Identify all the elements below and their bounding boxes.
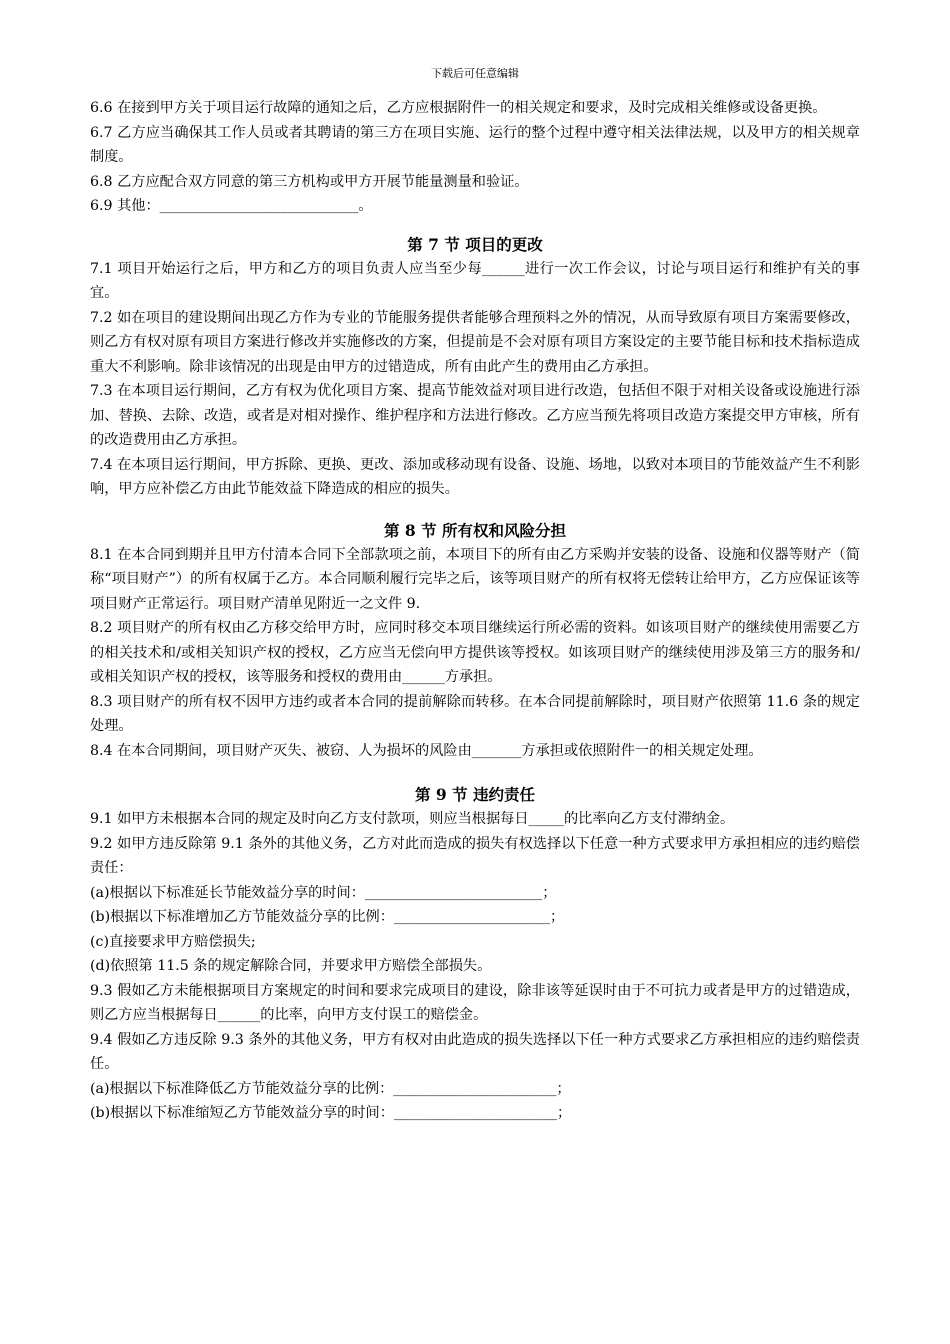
clause-8-3: 8.3 项目财产的所有权不因甲方违约或者本合同的提前解除而转移。在本合同提前解除时，项目财产依照第 11.6 条的规定处理。	[90, 693, 860, 734]
clause-9-3: 9.3 假如乙方未能根据项目方案规定的时间和要求完成项目的建设，除非该等延误时由于不可抗力或者是甲方的过错造成，则乙方应当根据每日______的比率，向甲方支付误工的赔偿金。	[90, 982, 860, 1023]
document-body	[90, 96, 860, 1126]
clause-9-4: 9.4 假如乙方违反除 9.3 条外的其他义务，甲方有权对由此造成的损失选择以下任一种方式要求乙方承担相应的违约赔偿责任。	[90, 1031, 860, 1072]
clause-9-2-a: (a)根据以下标准延长节能效益分享的时间：_________________________；	[90, 884, 557, 901]
section-9-title: 第 9 节 违约责任	[415, 785, 535, 804]
clause-9-4-b: (b)根据以下标准缩短乙方节能效益分享的时间：_______________________；	[90, 1105, 572, 1121]
clause-8-4: 8.4 在本合同期间，项目财产灭失、被窃、人为损坏的风险由_______方承担或依照附件一的相关规定处理。	[90, 742, 763, 759]
clause-8-2: 8.2 项目财产的所有权由乙方移交给甲方时，应同时移交本项目继续运行所必需的资料。如该项目财产的继续使用需要乙方的相关技术和/或相关知识产权的授权，乙方应当无偿向甲方提供该等授权。如该项目财产的继续使用涉及第三方的服务和/或相关知识产权的授权，该等服务和授权的费用由______方承担。	[90, 620, 860, 685]
clause-7-3: 7.3 在本项目运行期间，乙方有权为优化项目方案、提高节能效益对项目进行改造，包括但不限于对相关设备或设施进行添加、替换、去除、改造，或者是对相对操作、维护程序和方法进行修改。乙方应当预先将项目改造方案提交甲方审核，所有的改造费用由乙方承担。	[90, 383, 860, 448]
clause-6-9: 6.9 其他：____________________________。	[90, 198, 373, 214]
clause-9-2: 9.2 如甲方违反除第 9.1 条外的其他义务，乙方对此而造成的损失有权选择以下任意一种方式要求甲方承担相应的违约赔偿责任：	[90, 835, 860, 876]
clause-8-1: 8.1 在本合同到期并且甲方付清本合同下全部款项之前，本项目下的所有由乙方采购并安装的设备、设施和仪器等财产（简称“项目财产”）的所有权属于乙方。本合同顺利履行完毕之后，该等项目财产的所有权将无偿转让给甲方，乙方应保证该等项目财产正常运行。项目财产清单见附近一之文件 9.	[90, 546, 860, 612]
clause-9-2-d: (d)依照第 11.5 条的规定解除合同，并要求甲方赔偿全部损失。	[90, 958, 492, 974]
clause-9-4-a: (a)根据以下标准降低乙方节能效益分享的比例：_______________________；	[90, 1080, 571, 1097]
clause-7-2: 7.2 如在项目的建设期间出现乙方作为专业的节能服务提供者能够合理预料之外的情况，从而导致原有项目方案需要修改，则乙方有权对原有项目方案进行修改并实施修改的方案，但提前是不会对原有项目方案设定的主要节能目标和技术指标造成重大不利影响。除非该情况的出现是由甲方的过错造成，所有由此产生的费用由乙方承担。	[90, 309, 860, 375]
clause-7-1: 7.1 项目开始运行之后，甲方和乙方的项目负责人应当至少每______进行一次工作会议，讨论与项目运行和维护有关的事宜。	[90, 260, 860, 301]
clause-7-4: 7.4 在本项目运行期间，甲方拆除、更换、更改、添加或移动现有设备、设施、场地，以致对本项目的节能效益产生不利影响，甲方应补偿乙方由此节能效益下降造成的相应的损失。	[90, 456, 860, 497]
clause-9-2-c: (c)直接要求甲方赔偿损失;	[90, 933, 256, 950]
page-header: 下载后可任意编辑	[431, 67, 519, 80]
clause-6-8: 6.8 乙方应配合双方同意的第三方机构或甲方开展节能量测量和验证。	[90, 173, 529, 190]
clause-6-6: 6.6 在接到甲方关于项目运行故障的通知之后，乙方应根据附件一的相关规定和要求，及时完成相关维修或设备更换。	[90, 100, 827, 116]
section-7-title: 第 7 节 项目的更改	[407, 234, 543, 254]
section-8-title: 第 8 节 所有权和风险分担	[384, 520, 566, 540]
clause-6-7: 6.7 乙方应当确保其工作人员或者其聘请的第三方在项目实施、运行的整个过程中遵守相关法律法规，以及甲方的相关规章制度。	[90, 124, 860, 165]
clause-9-2-b: (b)根据以下标准增加乙方节能效益分享的比例：______________________；	[90, 909, 565, 925]
clause-9-1: 9.1 如甲方未根据本合同的规定及时向乙方支付款项，则应当根据每日_____的比率向乙方支付滞纳金。	[90, 811, 735, 827]
